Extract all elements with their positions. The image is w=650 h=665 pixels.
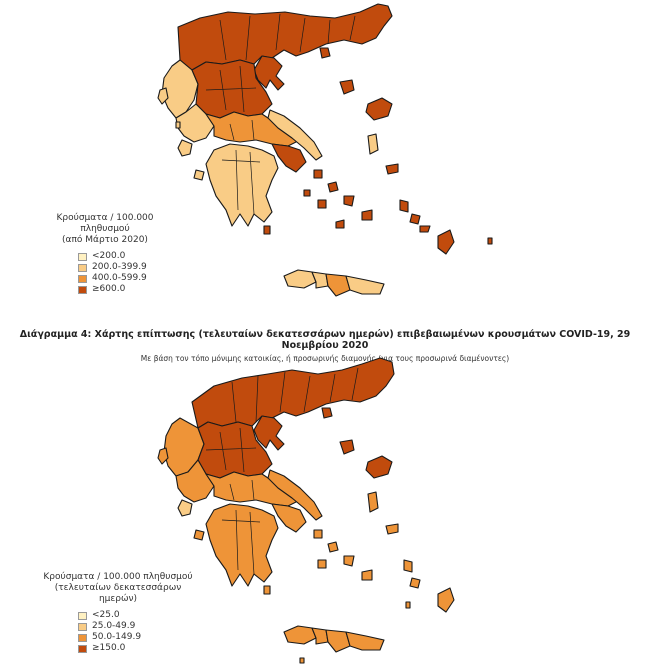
region-cyclades-7 [304,190,310,196]
legend-swatch [78,634,87,642]
region-cyclades-2 [328,182,338,192]
region-cyclades-5 [362,210,372,220]
caption-title: Διάγραμμα 4: Χάρτης επίπτωσης (τελευταίων δεκατεσσάρων ημερών) επιβεβαιωμένων κρουσμάτων COVID-19, 29 Νοεμβρίου 2020 [19,329,631,351]
region-peloponnese [206,144,278,226]
legend-bottom-title-2: (τελευταίων δεκατεσσάρων ημερών) [54,583,182,604]
legend-swatch [78,623,87,631]
region-crete-west [284,270,316,288]
legend-swatch [78,264,87,272]
legend-top-item [78,262,172,273]
region-lesvos [366,98,392,120]
legend-label: <200.0 [92,251,126,261]
region-samos [386,164,398,174]
region-cyclades-5 [362,570,372,580]
region-chios [368,492,378,512]
region-kefalonia [178,500,192,516]
legend-label: 25.0-49.9 [92,621,136,631]
region-small-island [176,122,180,128]
region-rhodes [438,588,454,612]
legend-bottom-item [78,632,198,643]
legend-swatch [78,253,87,261]
region-crete-lasithi [346,276,384,294]
region-cyclades-3 [344,556,354,566]
region-small-island [406,602,410,608]
legend-swatch [78,286,87,294]
region-peloponnese [206,504,278,586]
region-thasos [322,408,332,418]
legend-label: ≥150.0 [92,643,126,653]
legend-bottom-item [78,610,198,621]
region-cyclades-4 [318,200,326,208]
region-cyclades-1 [314,170,322,178]
region-cyclades-1 [314,530,322,538]
legend-bottom [38,572,198,654]
region-crete-lasithi [346,632,384,650]
region-kythira [264,226,270,234]
legend-top-item [78,251,172,262]
region-cyclades-4 [318,560,326,568]
legend-top-title-2: (από Μάρτιο 2020) [62,235,148,245]
region-lemnos [340,440,354,454]
legend-bottom-item [78,621,198,632]
region-cyclades-6 [336,220,344,228]
legend-swatch [78,275,87,283]
region-chios [368,134,378,154]
region-thasos [320,48,330,58]
legend-bottom-item [78,643,198,654]
legend-top-title-1: Κρούσματα / 100.000 πληθυσμού [56,213,154,234]
legend-top-item [78,284,172,295]
legend-swatch [78,645,87,653]
region-kythira [264,586,270,594]
region-samos [386,524,398,534]
region-small-island [488,238,492,244]
region-dodecanese-1 [400,200,408,212]
region-small-island [300,658,304,663]
region-dodecanese-2 [410,214,420,224]
region-zakynthos [194,530,204,540]
legend-swatch [78,612,87,620]
legend-label: 200.0-399.9 [92,262,147,272]
legend-bottom-title-1: Κρούσματα / 100.000 πληθυσμού [43,572,193,582]
legend-label: <25.0 [92,610,120,620]
legend-top [38,213,172,295]
region-macedonia-thrace [192,358,394,428]
region-crete-west [284,626,316,644]
legend-label: 50.0-149.9 [92,632,142,642]
region-dodecanese-1 [404,560,412,572]
legend-label: 400.0-599.9 [92,273,147,283]
region-macedonia-thrace [178,4,392,70]
region-dodecanese-2 [410,578,420,588]
region-kefalonia [178,140,192,156]
legend-top-item [78,273,172,284]
region-kos [420,226,430,232]
region-zakynthos [194,170,204,180]
caption-subtitle: Με βάση τον τόπο μόνιμης κατοικίας, ή προσωρινής διαμονής (για τους προσωρινά διαμένοντες) [140,354,510,363]
region-lemnos [340,80,354,94]
region-cyclades-2 [328,542,338,552]
region-lesvos [366,456,392,478]
region-cyclades-3 [344,196,354,206]
legend-label: ≥600.0 [92,284,126,294]
region-rhodes [438,230,454,254]
